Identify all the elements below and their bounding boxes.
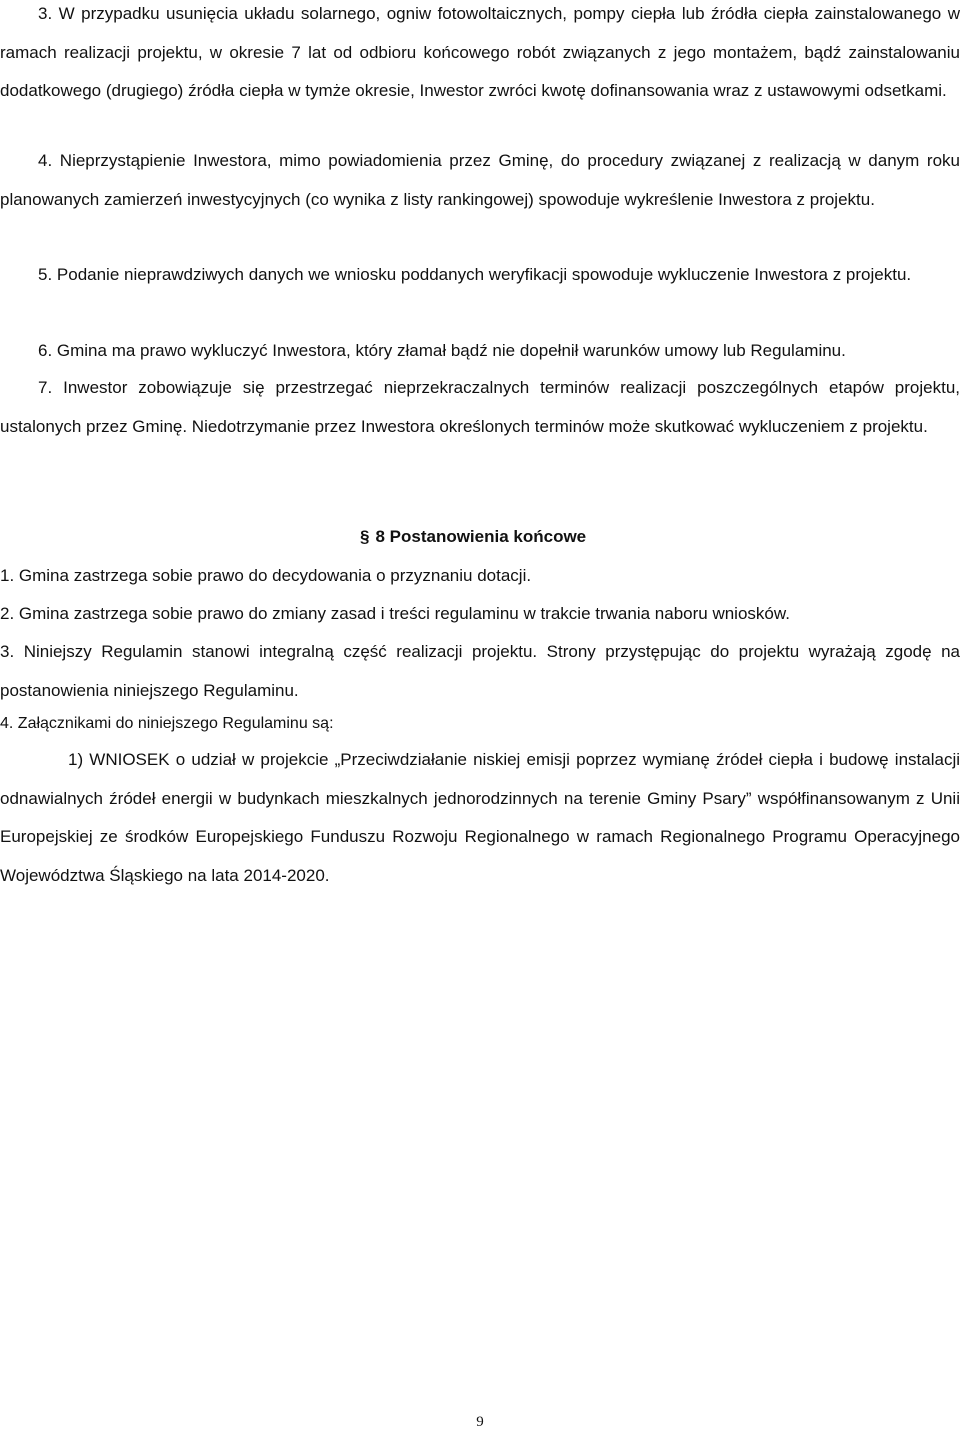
final-provision-1: 1. Gmina zastrzega sobie prawo do decydowania o przyznaniu dotacji. — [0, 566, 532, 585]
paragraph-7: 7. Inwestor zobowiązuje się przestrzegać nieprzekraczalnych terminów realizacji poszczególnych etapów projektu, ustalonych przez Gminę. Niedotrzymanie przez Inwestora określonych terminów może skutkować wykluczeniem z projektu. — [0, 378, 960, 436]
final-provision-4: 4. Załącznikami do niniejszego Regulaminu są: — [0, 715, 334, 732]
paragraph-5: 5. Podanie nieprawdziwych danych we wniosku poddanych weryfikacji spowoduje wykluczenie Inwestora z projektu. — [38, 265, 912, 284]
annex-1: 1) WNIOSEK o udział w projekcie „Przeciwdziałanie niskiej emisji poprzez wymianę źródeł ciepła i budowę instalacji odnawialnych źródeł energii w budynkach mieszkalnych jednorodzinnych na terenie Gminy Psary” współfinansowanym z Unii Europejskiej ze środków Europejskiego Funduszu Rozwoju Regionalnego w ramach Regionalnego Programu Operacyjnego Województwa Śląskiego na lata 2014-2020. — [0, 750, 960, 885]
section-mark: § — [360, 527, 370, 546]
section-heading — [0, 518, 960, 556]
section-title: 8 Postanowienia końcowe — [375, 527, 587, 546]
page-number: 9 — [476, 1414, 484, 1430]
paragraph-3: 3. W przypadku usunięcia układu solarnego, ogniw fotowoltaicznych, pompy ciepła lub źródła ciepła zainstalowanego w ramach realizacji projektu, w okresie 7 lat od odbioru końcowego robót związanych z jego montażem, bądź zainstalowaniu dodatkowego (drugiego) źródła ciepła w tymże okresie, Inwestor zwróci kwotę dofinansowania wraz z ustawowymi odsetkami. — [0, 4, 960, 100]
paragraph-6: 6. Gmina ma prawo wykluczyć Inwestora, który złamał bądź nie dopełnił warunków umowy lub Regulaminu. — [38, 341, 846, 360]
final-provision-3: 3. Niniejszy Regulamin stanowi integralną część realizacji projektu. Strony przystępując do projektu wyrażają zgodę na postanowienia niniejszego Regulaminu. — [0, 642, 960, 700]
paragraph-4: 4. Nieprzystąpienie Inwestora, mimo powiadomienia przez Gminę, do procedury związanej z realizacją w danym roku planowanych zamierzeń inwestycyjnych (co wynika z listy rankingowej) spowoduje wykreślenie Inwestora z projektu. — [0, 151, 960, 209]
final-provision-2: 2. Gmina zastrzega sobie prawo do zmiany zasad i treści regulaminu w trakcie trwania naboru wniosków. — [0, 604, 790, 623]
